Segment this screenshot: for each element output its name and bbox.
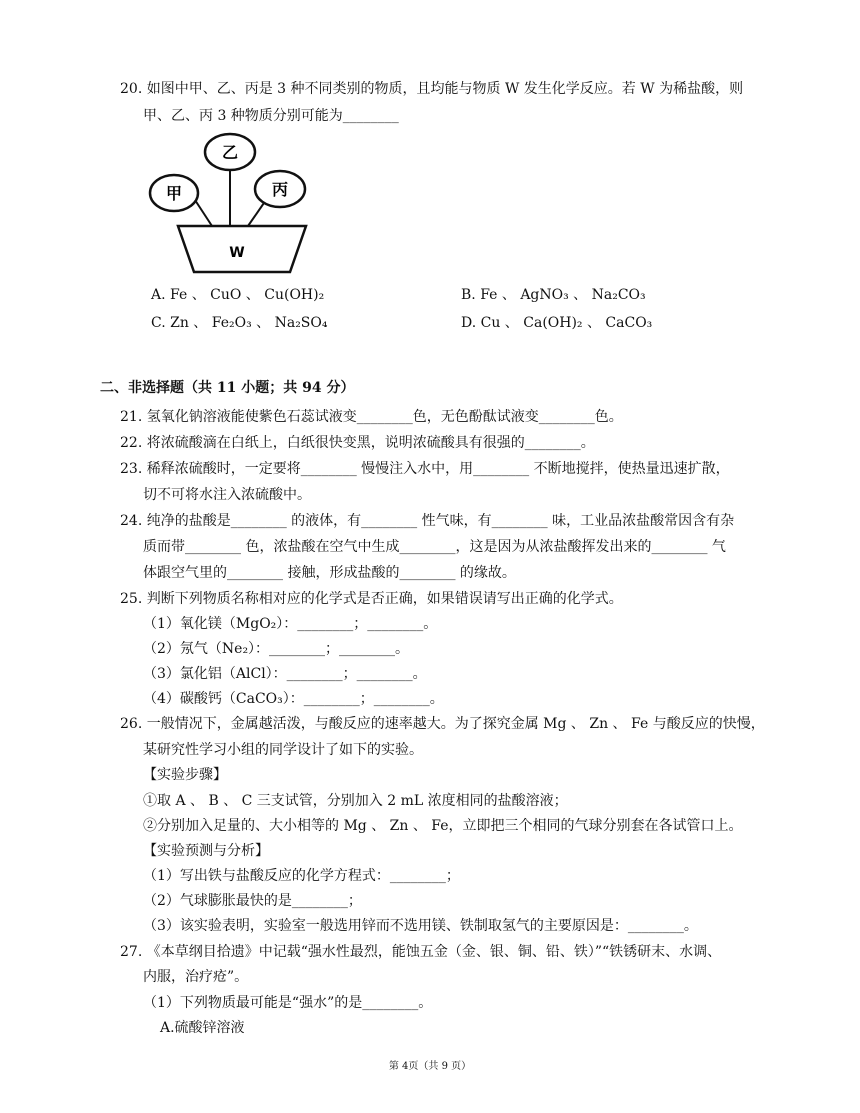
q27-line1: 27. 《本草纲目拾遗》中记载“强水性最烈，能蚀五金（金、银、铜、铅、铁）”“铁锈研末、水调、 bbox=[120, 944, 722, 960]
label-jia: 甲 bbox=[165, 184, 183, 203]
q20-option-c: C. Zn 、 Fe₂O₃ 、 Na₂SO₄ bbox=[151, 315, 328, 331]
q27-sub1: （1）下列物质最可能是“强水”的是________。 bbox=[143, 995, 433, 1011]
q24-line1: 24. 纯净的盐酸是________ 的液体，有________ 性气味，有________ 味，工业品浓盐酸常因含有杂 bbox=[120, 513, 735, 529]
page-footer: 第 4页（共 9 页） bbox=[388, 1061, 472, 1072]
label-w: W bbox=[229, 245, 245, 261]
stem-right bbox=[248, 200, 266, 226]
q26-a1: （1）写出铁与盐酸反应的化学方程式：________； bbox=[143, 868, 460, 884]
q23-line1: 23. 稀释浓硫酸时，一定要将________ 慢慢注入水中，用________ 不断地搅拌，使热量迅速扩散， bbox=[120, 461, 730, 477]
q22: 22. 将浓硫酸滴在白纸上，白纸很快变黑，说明浓硫酸具有很强的________。 bbox=[120, 435, 595, 451]
q20-option-d: D. Cu 、 Ca(OH)₂ 、 CaCO₃ bbox=[461, 315, 653, 331]
flower-pot-diagram bbox=[140, 132, 330, 277]
q24-line2: 质而带________ 色，浓盐酸在空气中生成________，这是因为从浓盐酸挥发出来的________ 气 bbox=[143, 539, 726, 555]
q26-analysis-title: 【实验预测与分析】 bbox=[143, 843, 269, 859]
q26-line2: 某研究性学习小组的同学设计了如下的实验。 bbox=[143, 742, 423, 758]
q24-line3: 体跟空气里的________ 接触，形成盐酸的________ 的缘故。 bbox=[143, 565, 516, 581]
q26-a3: （3）该实验表明，实验室一般选用锌而不选用镁、铁制取氢气的主要原因是：________。 bbox=[143, 918, 698, 934]
q20-line1: 20. 如图中甲、乙、丙是 3 种不同类别的物质，且均能与物质 W 发生化学反应。若 W 为稀盐酸，则 bbox=[120, 81, 744, 97]
q25-item: （1）氧化镁（MgO₂）：________；________。 bbox=[143, 616, 438, 632]
q25-item: （2）氖气（Ne₂）：________；________。 bbox=[143, 641, 410, 657]
q20-option-a: A. Fe 、 CuO 、 Cu(OH)₂ bbox=[151, 287, 325, 303]
q20-line2: 甲、乙、丙 3 种物质分别可能为________ bbox=[143, 108, 399, 124]
q26-a2: （2）气球膨胀最快的是________； bbox=[143, 893, 362, 909]
label-yi: 乙 bbox=[221, 143, 239, 162]
q23-line2: 切不可将水注入浓硫酸中。 bbox=[143, 487, 311, 503]
section-title: 二、非选择题（共 11 小题；共 94 分） bbox=[100, 380, 355, 396]
stem-left bbox=[195, 200, 212, 226]
q27-option-a: A.硫酸锌溶液 bbox=[160, 1020, 245, 1036]
q26-step1: ①取 A 、 B 、 C 三支试管，分别加入 2 mL 浓度相同的盐酸溶液； bbox=[143, 793, 568, 809]
q20-option-b: B. Fe 、 AgNO₃ 、 Na₂CO₃ bbox=[461, 287, 646, 303]
q25-item: （3）氯化铝（AlCl）：________；________。 bbox=[143, 666, 427, 682]
label-bing: 丙 bbox=[271, 180, 289, 199]
q25-item: （4）碳酸钙（CaCO₃）：________；________。 bbox=[143, 691, 444, 707]
q27-line2: 内服，治疗疮”。 bbox=[143, 969, 249, 985]
q26-steps-title: 【实验步骤】 bbox=[143, 767, 227, 783]
q21: 21. 氢氧化钠溶液能使紫色石蕊试液变________色，无色酚酞试液变________色。 bbox=[120, 409, 623, 425]
q26-step2: ②分别加入足量的、大小相等的 Mg 、 Zn 、 Fe，立即把三个相同的气球分别套在各试管口上。 bbox=[143, 818, 743, 834]
q25-stem: 25. 判断下列物质名称相对应的化学式是否正确，如果错误请写出正确的化学式。 bbox=[120, 591, 623, 607]
q26-line1: 26. 一般情况下，金属越活泼，与酸反应的速率越大。为了探究金属 Mg 、 Zn 、 Fe 与酸反应的快慢， bbox=[120, 716, 765, 732]
